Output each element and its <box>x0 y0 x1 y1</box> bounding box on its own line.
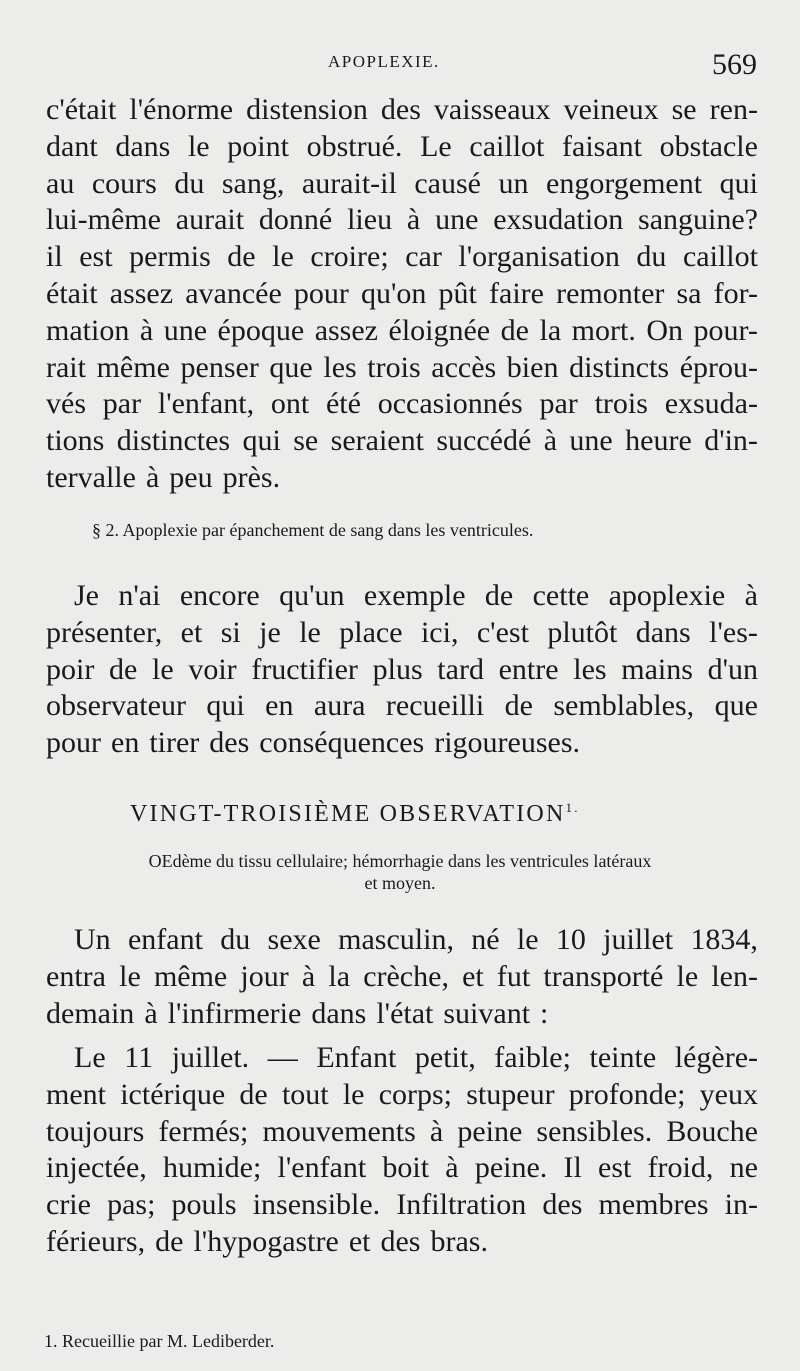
paragraph-case-day <box>46 1040 758 1261</box>
word: yeux <box>699 1077 758 1111</box>
word: crie <box>46 1188 91 1222</box>
word: c'est <box>476 615 529 649</box>
word: : <box>540 996 549 1030</box>
word: le <box>152 652 174 686</box>
word: occasionnés <box>377 387 523 421</box>
word: Bouche <box>666 1114 758 1148</box>
word: n'ai <box>118 579 161 612</box>
word: si <box>220 615 241 649</box>
word: place <box>339 615 403 649</box>
word: faisant <box>562 129 642 163</box>
text-line <box>46 922 758 959</box>
word: de <box>227 240 256 274</box>
word: distincts <box>569 350 670 384</box>
word: les <box>323 350 357 384</box>
word: férieurs, <box>46 1224 146 1258</box>
word: ictérique <box>120 1077 226 1111</box>
word: sexe <box>267 923 321 956</box>
observation-title-text: VINGT-TROISIÈME OBSERVATION <box>130 801 566 827</box>
word: le <box>299 615 321 649</box>
word: et <box>462 959 484 993</box>
word: veineux <box>563 93 659 126</box>
word: du <box>174 166 205 200</box>
word: engorgement <box>546 166 703 200</box>
text-line <box>46 313 758 350</box>
word: au <box>46 166 75 200</box>
word: causé <box>414 166 481 200</box>
word: à <box>429 1114 444 1148</box>
word: un <box>498 166 529 200</box>
word: sanguine? <box>638 203 758 237</box>
word: se <box>293 424 319 458</box>
word: pas; <box>107 1188 156 1222</box>
word: avancée <box>185 276 282 310</box>
word: ont <box>270 387 310 421</box>
word: obstrué. <box>306 129 403 163</box>
observation-subtitle: OEdème du tissu cellulaire; hémorrhagie dans les ventricules latéraux <box>148 851 652 871</box>
word: rigoureuses. <box>434 726 581 760</box>
word: tard <box>437 652 484 686</box>
word: l'enfant <box>277 1151 367 1185</box>
word: plus <box>372 652 423 686</box>
word: le <box>676 959 699 993</box>
word: poir <box>46 652 95 686</box>
word: accès <box>431 350 497 384</box>
word: Le <box>74 1041 106 1074</box>
word: membres <box>598 1188 709 1222</box>
word: distinctes <box>116 424 231 458</box>
word: peine. <box>474 1151 548 1185</box>
word: mains <box>621 652 693 686</box>
word: observateur <box>46 689 186 723</box>
word: était <box>46 276 98 310</box>
text-line <box>46 1187 758 1224</box>
word: dans <box>635 615 691 649</box>
word: pour- <box>693 313 758 347</box>
word: qui <box>206 689 245 723</box>
word: d'in- <box>704 424 758 458</box>
word: à <box>145 460 160 494</box>
word: peine <box>457 1114 523 1148</box>
word: enfant <box>127 923 203 956</box>
word: vaisseaux <box>433 93 551 126</box>
word: 1834, <box>690 923 758 956</box>
word: apoplexie <box>608 579 726 612</box>
word: à <box>744 579 758 612</box>
text-line <box>46 1114 758 1151</box>
word: donné <box>258 203 333 237</box>
word: profonde; <box>568 1077 686 1111</box>
word: exsudation <box>493 203 624 237</box>
word: mouvements <box>262 1114 416 1148</box>
word: tout <box>281 1077 329 1111</box>
word: tirer <box>149 726 200 760</box>
text-line <box>46 386 758 423</box>
word: distension <box>246 93 368 126</box>
word: les <box>573 652 607 686</box>
word: la <box>328 959 351 993</box>
word: bien <box>506 350 559 384</box>
word: suivant <box>443 996 531 1030</box>
word: exemple <box>363 579 466 612</box>
word: dans <box>115 129 171 163</box>
running-title: APOPLEXIE. <box>328 52 440 71</box>
word: l'es- <box>709 615 758 649</box>
word: une <box>435 203 479 237</box>
word: que <box>269 350 313 384</box>
word: — <box>267 1041 298 1074</box>
word: faire <box>489 276 544 310</box>
word: été <box>325 387 361 421</box>
word: fermés; <box>158 1114 249 1148</box>
word: vés <box>46 387 86 421</box>
word: exsuda- <box>664 387 758 421</box>
word: l'infirmerie <box>167 996 302 1030</box>
word: qu'on <box>361 276 427 310</box>
word: est <box>79 240 113 274</box>
word: le <box>119 959 141 993</box>
text-line <box>46 578 758 615</box>
word: rait <box>46 350 86 384</box>
word: caillot <box>469 129 545 163</box>
text-line <box>46 1040 758 1077</box>
word: transporté <box>543 959 664 993</box>
word: Je <box>74 579 99 612</box>
text-line <box>46 202 758 239</box>
word: semblables, <box>553 689 695 723</box>
footnote-marker: 1. <box>565 800 580 815</box>
word: je <box>259 615 281 649</box>
text-line <box>46 239 758 276</box>
word: recueilli <box>385 689 485 723</box>
word: juillet. <box>171 1041 250 1074</box>
word: il <box>46 240 63 274</box>
word: l'organisation <box>458 240 620 274</box>
word: caillot <box>682 240 758 274</box>
word: entre <box>498 652 559 686</box>
text-line <box>46 350 758 387</box>
word: 10 <box>555 923 586 956</box>
word: à <box>543 424 558 458</box>
word: de <box>239 1077 268 1111</box>
word: juillet <box>603 923 674 956</box>
word: ici, <box>420 615 459 649</box>
word: croire; <box>310 240 389 274</box>
text-line <box>46 1077 758 1114</box>
word: injectée, <box>46 1151 147 1185</box>
word: et <box>180 615 203 649</box>
paragraph-case-intro <box>46 922 758 1032</box>
word: plutôt <box>547 615 618 649</box>
word: pour <box>293 276 349 310</box>
word: petit, <box>414 1041 476 1074</box>
word: sang, <box>221 166 285 200</box>
word: aurait-il <box>301 166 397 200</box>
word: entra <box>46 959 106 993</box>
text-line <box>46 959 758 996</box>
word: len- <box>711 959 758 993</box>
word: même <box>96 350 170 384</box>
paragraph-intro <box>46 578 758 762</box>
word: pouls <box>171 1188 237 1222</box>
text-line <box>46 129 758 166</box>
section-heading: § 2. Apoplexie par épanchement de sang dans les ventricules. <box>92 520 534 540</box>
word: le <box>272 240 294 274</box>
word: que <box>714 689 758 723</box>
word: l'hypogastre <box>193 1224 339 1258</box>
word: cours <box>91 166 157 200</box>
text-line <box>46 423 758 460</box>
word: à <box>406 203 421 237</box>
word: né <box>471 923 500 956</box>
text-line <box>46 460 758 497</box>
word: qu'un <box>279 579 345 612</box>
word: dant <box>46 129 98 163</box>
word: en <box>111 726 140 760</box>
word: éloignée <box>388 313 491 347</box>
word: une <box>163 313 208 347</box>
word: à <box>144 996 158 1030</box>
word: en <box>265 689 294 723</box>
word: époque <box>217 313 305 347</box>
word: lui-même <box>46 203 161 237</box>
word: aura <box>313 689 366 723</box>
word: insensible. <box>252 1188 381 1222</box>
word: c'était <box>46 93 117 126</box>
word: voir <box>188 652 237 686</box>
word: pût <box>438 276 477 310</box>
word: se <box>671 93 697 126</box>
word: ne <box>729 1151 758 1185</box>
text-line <box>46 1224 758 1261</box>
word: assez <box>314 313 378 347</box>
word: peu <box>169 460 213 494</box>
word: qui <box>242 424 281 458</box>
word: à <box>445 1151 459 1185</box>
word: toujours <box>46 1114 145 1148</box>
word: aurait <box>175 203 245 237</box>
word: qui <box>719 166 758 200</box>
word: d'un <box>707 652 758 686</box>
text-line <box>46 166 758 203</box>
paragraph-continuation <box>46 92 758 497</box>
word: une <box>569 424 613 458</box>
word: point <box>227 129 289 163</box>
text-line <box>46 1150 758 1187</box>
word: faible; <box>494 1041 571 1074</box>
word: jour <box>240 959 289 993</box>
word: seraient <box>330 424 424 458</box>
word: teinte <box>589 1041 657 1074</box>
word: du <box>636 240 667 274</box>
text-line <box>46 276 758 313</box>
word: des <box>380 93 421 126</box>
word: Infiltration <box>396 1188 527 1222</box>
word: in- <box>724 1188 758 1222</box>
word: et <box>348 1224 371 1258</box>
word: éprou- <box>679 350 758 384</box>
word: cette <box>532 579 590 612</box>
word: 11 <box>124 1041 154 1074</box>
word: est <box>598 1151 632 1185</box>
word: le <box>342 1077 365 1111</box>
word: lieu <box>347 203 393 237</box>
word: fut <box>496 959 531 993</box>
running-header <box>0 48 800 84</box>
observation-title <box>130 800 670 828</box>
word: demain <box>46 996 135 1030</box>
word: le <box>187 129 210 163</box>
word: masculin, <box>338 923 454 956</box>
word: de <box>109 652 138 686</box>
word: encore <box>179 579 260 612</box>
word: for- <box>713 276 758 310</box>
word: crèche, <box>363 959 449 993</box>
word: stupeur <box>466 1077 555 1111</box>
word: présenter, <box>46 615 163 649</box>
text-line <box>46 725 758 762</box>
word: permis <box>129 240 211 274</box>
footnote: 1. Recueillie par M. Lediberder. <box>44 1331 275 1351</box>
word: tions <box>46 424 105 458</box>
word: trois <box>367 350 421 384</box>
word: humide; <box>162 1151 262 1185</box>
word: On <box>646 313 684 347</box>
word: Le <box>420 129 452 163</box>
word: même <box>153 959 228 993</box>
word: bras. <box>430 1224 488 1258</box>
word: sa <box>676 276 702 310</box>
word: la <box>539 313 562 347</box>
word: remonter <box>556 276 665 310</box>
word: boit <box>382 1151 430 1185</box>
word: assez <box>109 276 174 310</box>
word: l'enfant, <box>157 387 255 421</box>
word: l'état <box>376 996 434 1030</box>
text-line <box>46 996 758 1033</box>
word: à <box>301 959 316 993</box>
text-line <box>46 615 758 652</box>
word: ren- <box>709 93 758 126</box>
word: par <box>102 387 142 421</box>
word: mation <box>46 313 130 347</box>
word: succédé <box>436 424 532 458</box>
word: à <box>139 313 154 347</box>
word: obstacle <box>659 129 758 163</box>
word: de <box>504 689 533 723</box>
word: trois <box>594 387 648 421</box>
word: pour <box>46 726 101 760</box>
word: des <box>209 726 250 760</box>
word: corps; <box>378 1077 453 1111</box>
word: car <box>405 240 442 274</box>
word: légère- <box>674 1041 758 1074</box>
word: penser <box>180 350 259 384</box>
word: froid, <box>647 1151 714 1185</box>
text-line <box>46 652 758 689</box>
observation-subtitle-continuation: et moyen. <box>364 873 436 893</box>
page-number: 569 <box>712 48 757 81</box>
word: dans <box>311 996 367 1030</box>
word: Enfant <box>316 1041 397 1074</box>
word: heure <box>625 424 692 458</box>
word: près. <box>222 460 281 494</box>
word: par <box>539 387 578 421</box>
word: ment <box>46 1077 106 1111</box>
word: sensibles. <box>536 1114 653 1148</box>
word: des <box>542 1188 583 1222</box>
word: de <box>484 579 514 612</box>
word: mort. <box>571 313 636 347</box>
word: de <box>500 313 529 347</box>
text-line <box>46 688 758 725</box>
text-line <box>46 92 758 129</box>
word: conséquences <box>259 726 425 760</box>
word: l'énorme <box>129 93 234 126</box>
word: du <box>220 923 251 956</box>
word: le <box>516 923 539 956</box>
word: fructifier <box>251 652 358 686</box>
word: Un <box>74 923 111 956</box>
word: de <box>155 1224 184 1258</box>
word: Il <box>563 1151 582 1185</box>
word: tervalle <box>46 460 136 494</box>
word: des <box>380 1224 421 1258</box>
